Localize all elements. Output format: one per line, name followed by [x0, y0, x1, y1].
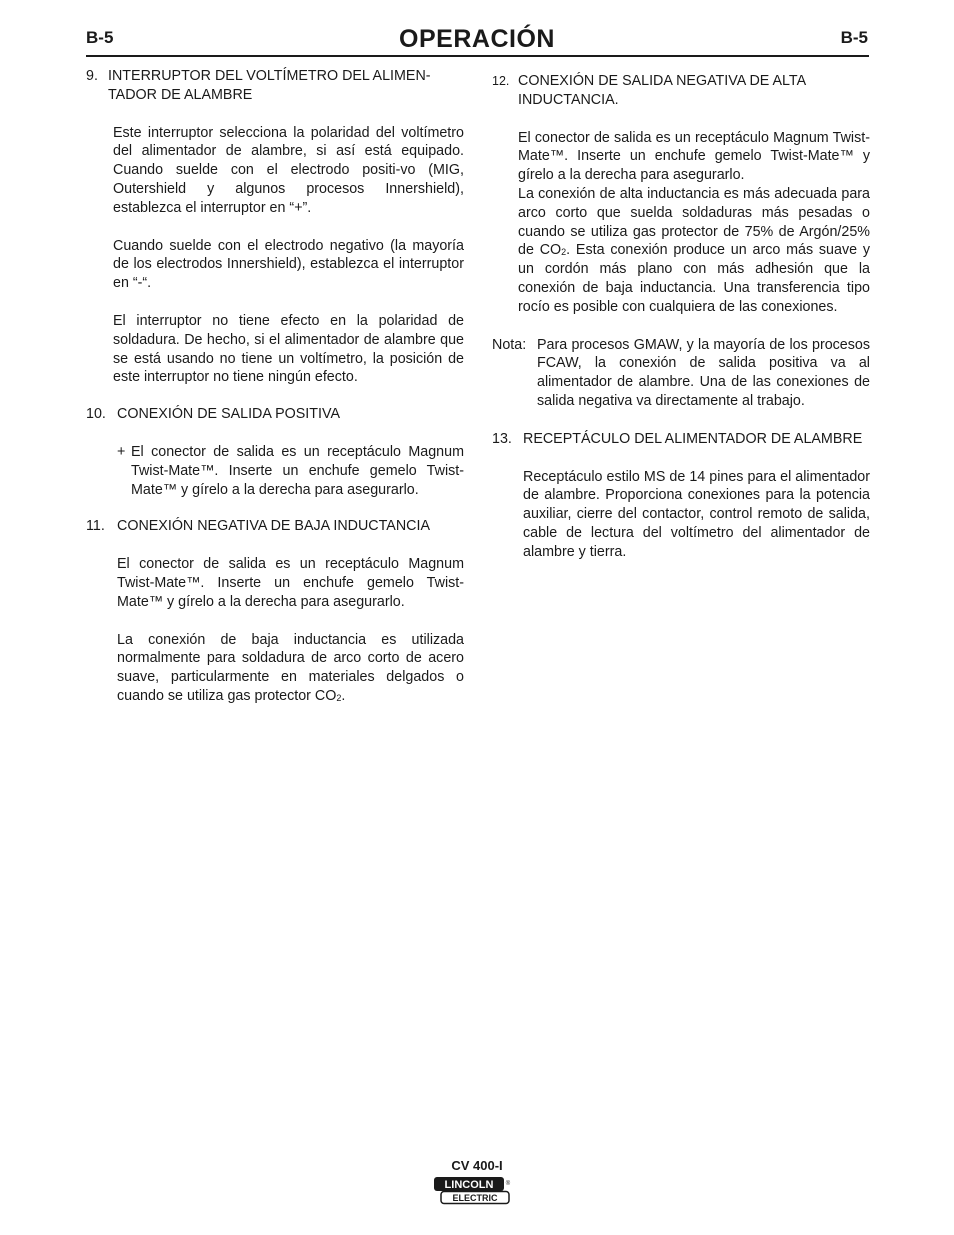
item-title: CONEXIÓN NEGATIVA DE BAJA INDUCTANCIA	[117, 518, 430, 535]
item-title: RECEPTÁCULO DEL ALIMENTADOR DE ALAMBRE	[523, 430, 863, 447]
item-number: 11.	[86, 518, 105, 535]
registered-mark: ®	[505, 1181, 511, 1187]
header-rule	[86, 55, 869, 57]
item-title: INTERRUPTOR DEL VOLTÍMETRO DEL ALIMEN-TADOR DE ALAMBRE	[108, 68, 431, 103]
section-code-right: B-5	[840, 28, 868, 47]
paragraph: El conector de salida es un receptáculo Magnum Twist-Mate™. Inserte un enchufe gemelo Twist-Mate™ y gírelo a la derecha para asegurarlo.	[117, 556, 464, 610]
note-label: Nota:	[492, 336, 527, 353]
item-9	[86, 67, 464, 387]
item-number: 9.	[86, 68, 98, 84]
item-number: 12.	[492, 74, 510, 88]
item-11	[86, 517, 464, 705]
paragraph: Receptáculo estilo MS de 14 pines para el alimentador de alambre. Proporciona conexiones para la potencia auxiliar, cierre del contactor, control remoto de salida, cable de lectura del voltímetro del alimentador de alambre y tierra.	[523, 468, 870, 560]
logo-text-top: LINCOLN	[444, 1179, 494, 1191]
paragraph: El conector de salida es un receptáculo Magnum Twist-Mate™. Inserte un enchufe gemelo Twist-Mate™ y gírelo a la derecha para asegurarlo.	[131, 443, 464, 498]
logo-text-bottom: ELECTRIC	[452, 1193, 498, 1203]
item-title: CONEXIÓN DE SALIDA POSITIVA	[117, 406, 340, 423]
right-column	[492, 72, 870, 562]
paragraph: La conexión de alta inductancia es más adecuada para arco corto que suelda soldaduras más pesadas o cuando se utiliza gas protector de 75% de Argón/25% de $CO_2$. Esta conexión produce un arco más suave y un cordón más plano con más adhesión que la conexión de baja inductancia. Una transferencia tipo rocío es posible con cualquiera de las conexiones.	[518, 185, 870, 315]
item-title: CONEXIÓN DE SALIDA NEGATIVA DE ALTA INDUCTANCIA.	[518, 73, 806, 108]
item-number: 13.	[492, 430, 512, 447]
section-code-left: B-5	[86, 28, 114, 47]
paragraph: Cuando suelde con el electrodo negativo (la mayoría de los electrodos Innershield), establezca el interruptor en “-“.	[113, 237, 464, 292]
note	[492, 336, 870, 411]
paragraph: Este interruptor selecciona la polaridad del voltímetro del alimentador de alambre, si así está equipado. Cuando suelde con el electrodo positi-vo (MIG, Outershield y algunos procesos Innershield), establezca el interruptor en “+”.	[113, 124, 464, 216]
page-title: OPERACIÓN	[399, 25, 555, 53]
paragraph: El conector de salida es un receptáculo Magnum Twist-Mate™. Inserte un enchufe gemelo Twist-Mate™ y gírelo a la derecha para asegurarlo.	[518, 129, 870, 184]
plus-paragraph	[117, 443, 464, 499]
item-10	[86, 405, 464, 499]
item-number: 10.	[86, 406, 106, 423]
item-13	[492, 430, 870, 562]
item-12	[492, 72, 870, 317]
lincoln-electric-logo	[433, 1176, 513, 1206]
plus-sign: +	[117, 443, 126, 460]
model-number: CV 400-I	[451, 1158, 503, 1173]
paragraph: La conexión de baja inductancia es utilizada normalmente para soldadura de arco corto de acero suave, particularmente en materiales delgados o cuando se utiliza gas protector $CO_2$.	[117, 631, 464, 704]
left-column	[86, 67, 464, 706]
note-text: Para procesos GMAW, y la mayoría de los procesos FCAW, la conexión de salida positiva va al alimentador de alambre. Una de las conexiones de salida negativa va directamente al trabajo.	[537, 336, 870, 409]
paragraph: El interruptor no tiene efecto en la polaridad de soldadura. De hecho, si el alimentador de alambre que se está usando no tiene un voltímetro, la posición de este interruptor no tiene ningún efecto.	[113, 312, 464, 386]
